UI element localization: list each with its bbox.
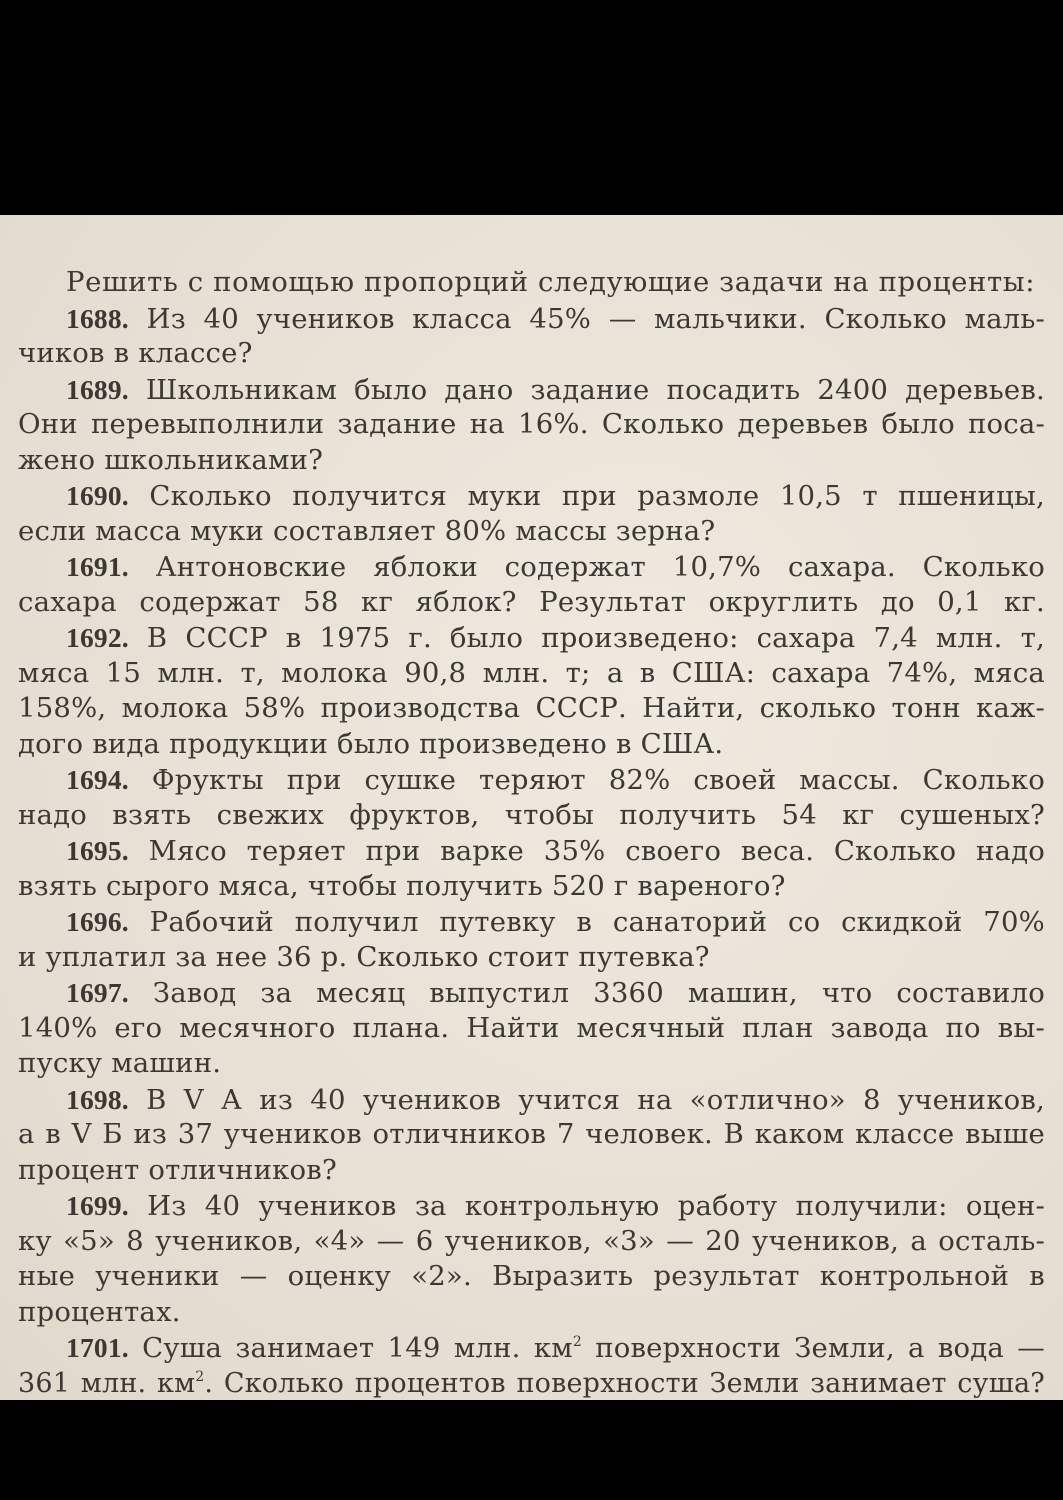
problem-number: 1688. xyxy=(66,302,129,334)
problem-number: 1691. xyxy=(66,551,129,582)
problem-1692-line-4: дого вида продукции было произведено в США. xyxy=(18,727,724,760)
problem-1689-line-1 xyxy=(18,372,1045,408)
problem-1694-line-1 xyxy=(18,762,1045,798)
problem-text: Сколько получится муки при размоле 10,5 т пшеницы, xyxy=(149,480,1045,512)
problem-text: Из 40 учеников за контрольную работу получили: оцен- xyxy=(147,1190,1045,1222)
problem-text: В V А из 40 учеников учится на «отлично» 8 учеников, xyxy=(146,1083,1045,1116)
problem-number: 1696. xyxy=(66,906,129,937)
problem-number: 1689. xyxy=(66,373,129,405)
top-black-band xyxy=(0,0,1063,215)
problem-1689-line-2: Они перевыполнили задание на 16%. Сколько деревьев было поса- xyxy=(18,408,1045,440)
problem-1697-line-2: 140% его месячного плана. Найти месячный план завода по вы- xyxy=(18,1011,1045,1044)
problem-text: Школьникам было дано задание посадить 2400 деревьев. xyxy=(145,373,1045,406)
problem-1699-line-2: ку «5» 8 учеников, «4» — 6 учеников, «3» — 20 учеников, а осталь- xyxy=(18,1224,1045,1257)
problem-1696-line-1 xyxy=(18,904,1045,940)
problem-1698-line-2: а в V Б из 37 учеников отличников 7 человек. В каком классе выше xyxy=(18,1118,1045,1150)
problem-text: Антоновские яблоки содержат 10,7% сахара. Сколько xyxy=(155,551,1045,583)
problem-number: 1695. xyxy=(66,835,129,866)
problem-text: поверхности Земли, а вода — xyxy=(595,1332,1045,1364)
problem-1697-line-3: пуску машин. xyxy=(18,1047,222,1079)
problem-number: 1694. xyxy=(66,764,129,795)
problem-1695-line-1 xyxy=(18,833,1045,869)
problem-number: 1699. xyxy=(66,1190,129,1221)
problem-1699-line-1 xyxy=(18,1188,1045,1224)
problem-1697-line-1 xyxy=(18,975,1045,1011)
problem-number: 1697. xyxy=(66,977,129,1008)
bottom-black-band xyxy=(0,1400,1063,1500)
textbook-page xyxy=(0,215,1063,1400)
problem-number: 1698. xyxy=(66,1083,129,1115)
problem-1696-line-2: и уплатил за нее 36 р. Сколько стоит путевка? xyxy=(18,940,710,973)
problem-1692-line-3: 158%, молока 58% производства СССР. Найти, сколько тонн каж- xyxy=(18,692,1045,724)
problem-1690-line-2: если масса муки составляет 80% массы зерна? xyxy=(18,514,716,547)
problem-number: 1701. xyxy=(66,1332,129,1363)
problem-number: 1692. xyxy=(66,622,129,653)
superscript: 2 xyxy=(195,1368,205,1385)
problem-1698-line-3: процент отличников? xyxy=(18,1153,337,1186)
problem-text: Рабочий получил путевку в санаторий со скидкой 70% xyxy=(149,906,1045,938)
problem-1698-line-1 xyxy=(18,1082,1045,1118)
problem-text: 361 млн. км xyxy=(18,1367,196,1399)
problem-1691-line-2: сахара содержат 58 кг яблок? Результат округлить до 0,1 кг. xyxy=(18,585,1045,618)
problem-1690-line-1 xyxy=(18,478,1045,514)
problem-1701-line-1 xyxy=(18,1330,1045,1366)
problem-1689-line-3: жено школьниками? xyxy=(18,443,324,476)
problem-text: Мясо теряет при варке 35% своего веса. Сколько надо xyxy=(148,835,1045,867)
problem-text: Суша занимает 149 млн. км xyxy=(142,1332,573,1364)
problem-text: Фрукты при сушке теряют 82% своей массы. Сколько xyxy=(151,764,1045,796)
problem-text: Из 40 учеников класса 45% — мальчики. Сколько маль- xyxy=(146,302,1045,335)
intro-text: Решить с помощью пропорций следующие задачи на проценты: xyxy=(66,266,1036,298)
problem-number: 1690. xyxy=(66,480,129,511)
superscript: 2 xyxy=(572,1334,582,1350)
problem-1692-line-2: мяса 15 млн. т, молока 90,8 млн. т; а в США: сахара 74%, мяса xyxy=(18,656,1045,689)
problem-1691-line-1 xyxy=(18,549,1045,585)
problem-1694-line-2: надо взять свежих фруктов, чтобы получить 54 кг сушеных? xyxy=(18,798,1045,831)
problem-text: Завод за месяц выпустил 3360 машин, что составило xyxy=(152,977,1045,1009)
problem-1688-line-1 xyxy=(18,301,1045,337)
problem-1688-line-2: чиков в классе? xyxy=(18,337,253,369)
problem-text: В СССР в 1975 г. было произведено: сахара 7,4 млн. т, xyxy=(146,622,1045,654)
problem-1699-line-3: ные ученики — оценку «2». Выразить результат контрольной в xyxy=(18,1260,1045,1292)
problem-1701-line-2 xyxy=(18,1366,1045,1402)
problem-1692-line-1 xyxy=(18,620,1045,656)
problem-text: . Сколько процентов поверхности Земли занимает суша? xyxy=(204,1367,1045,1399)
problem-1695-line-2: взять сырого мяса, чтобы получить 520 г вареного? xyxy=(18,869,786,902)
problem-1699-line-4: процентах. xyxy=(18,1295,181,1328)
